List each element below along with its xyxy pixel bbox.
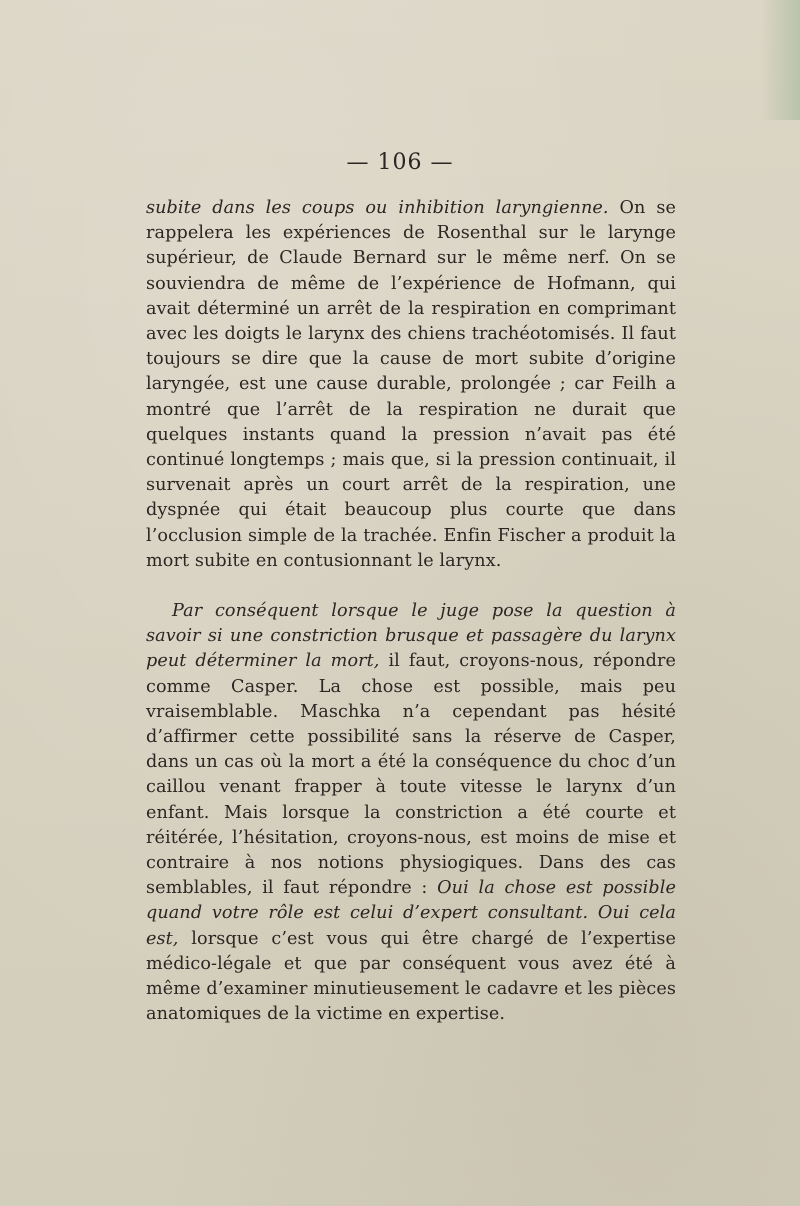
paragraph-2-italic-1: Par conséquent lorsque le juge pose la question à savoir si une constriction brusque et passagère du larynx peut déterminer la mort,: [146, 601, 676, 672]
paragraph-1: [146, 196, 676, 574]
paragraph-1-text-1: On se rappelera les expériences de Rosenthal sur le larynge supérieur, de Claude Bernard sur le même nerf. On se souviendra de même de l’expérience de Hofmann, qui avait déterminé un arrêt de la respiration en comprimant avec les doigts le larynx des chiens trachéotomisés. Il faut toujours se dire que la cause de mort subite d’origine laryngée, est une cause durable, prolongée ; car Feilh a montré que l’arrêt de la respiration ne durait que quelques instants quand la pression n’avait pas été continué longtemps ; mais que, si la pression continuait, il survenait après un court arrêt de la respiration, une dyspnée qui était beaucoup plus courte que dans l’occlusion simple de la trachée. Enfin Fischer a produit la mort subite en contusionnant le larynx.: [146, 198, 676, 571]
paragraph-2: [146, 599, 676, 1027]
paragraph-2-italic-2: Oui la chose est possible quand votre rôle est celui d’expert consultant. Oui cela est,: [146, 878, 676, 949]
page-stain: [760, 0, 800, 120]
body-text: [146, 196, 676, 1028]
page-number: — 106 —: [346, 150, 454, 175]
paragraph-1-italic-1: subite dans les coups ou inhibition laryngienne.: [146, 198, 609, 218]
paragraph-2-text-1: il faut, croyons-nous, répondre comme Casper. La chose est possible, mais peu vraisemblable. Maschka n’a cependant pas hésité d’affirmer cette possibilité sans la réserve de Casper, dans un cas où la mort a été la conséquence du choc d’un caillou venant frapper à toute vitesse le larynx d’un enfant. Mais lorsque la constriction a été courte et réitérée, l’hésitation, croyons-nous, est moins de mise et contraire à nos notions physiogiques. Dans des cas semblables, il faut répondre :: [146, 651, 677, 899]
paragraph-2-text-2: lorsque c’est vous qui être chargé de l’expertise médico-légale et que par conséquent vous avez été à même d’examiner minutieusement le cadavre et les pièces anatomiques de la victime en expertise.: [146, 928, 676, 1025]
